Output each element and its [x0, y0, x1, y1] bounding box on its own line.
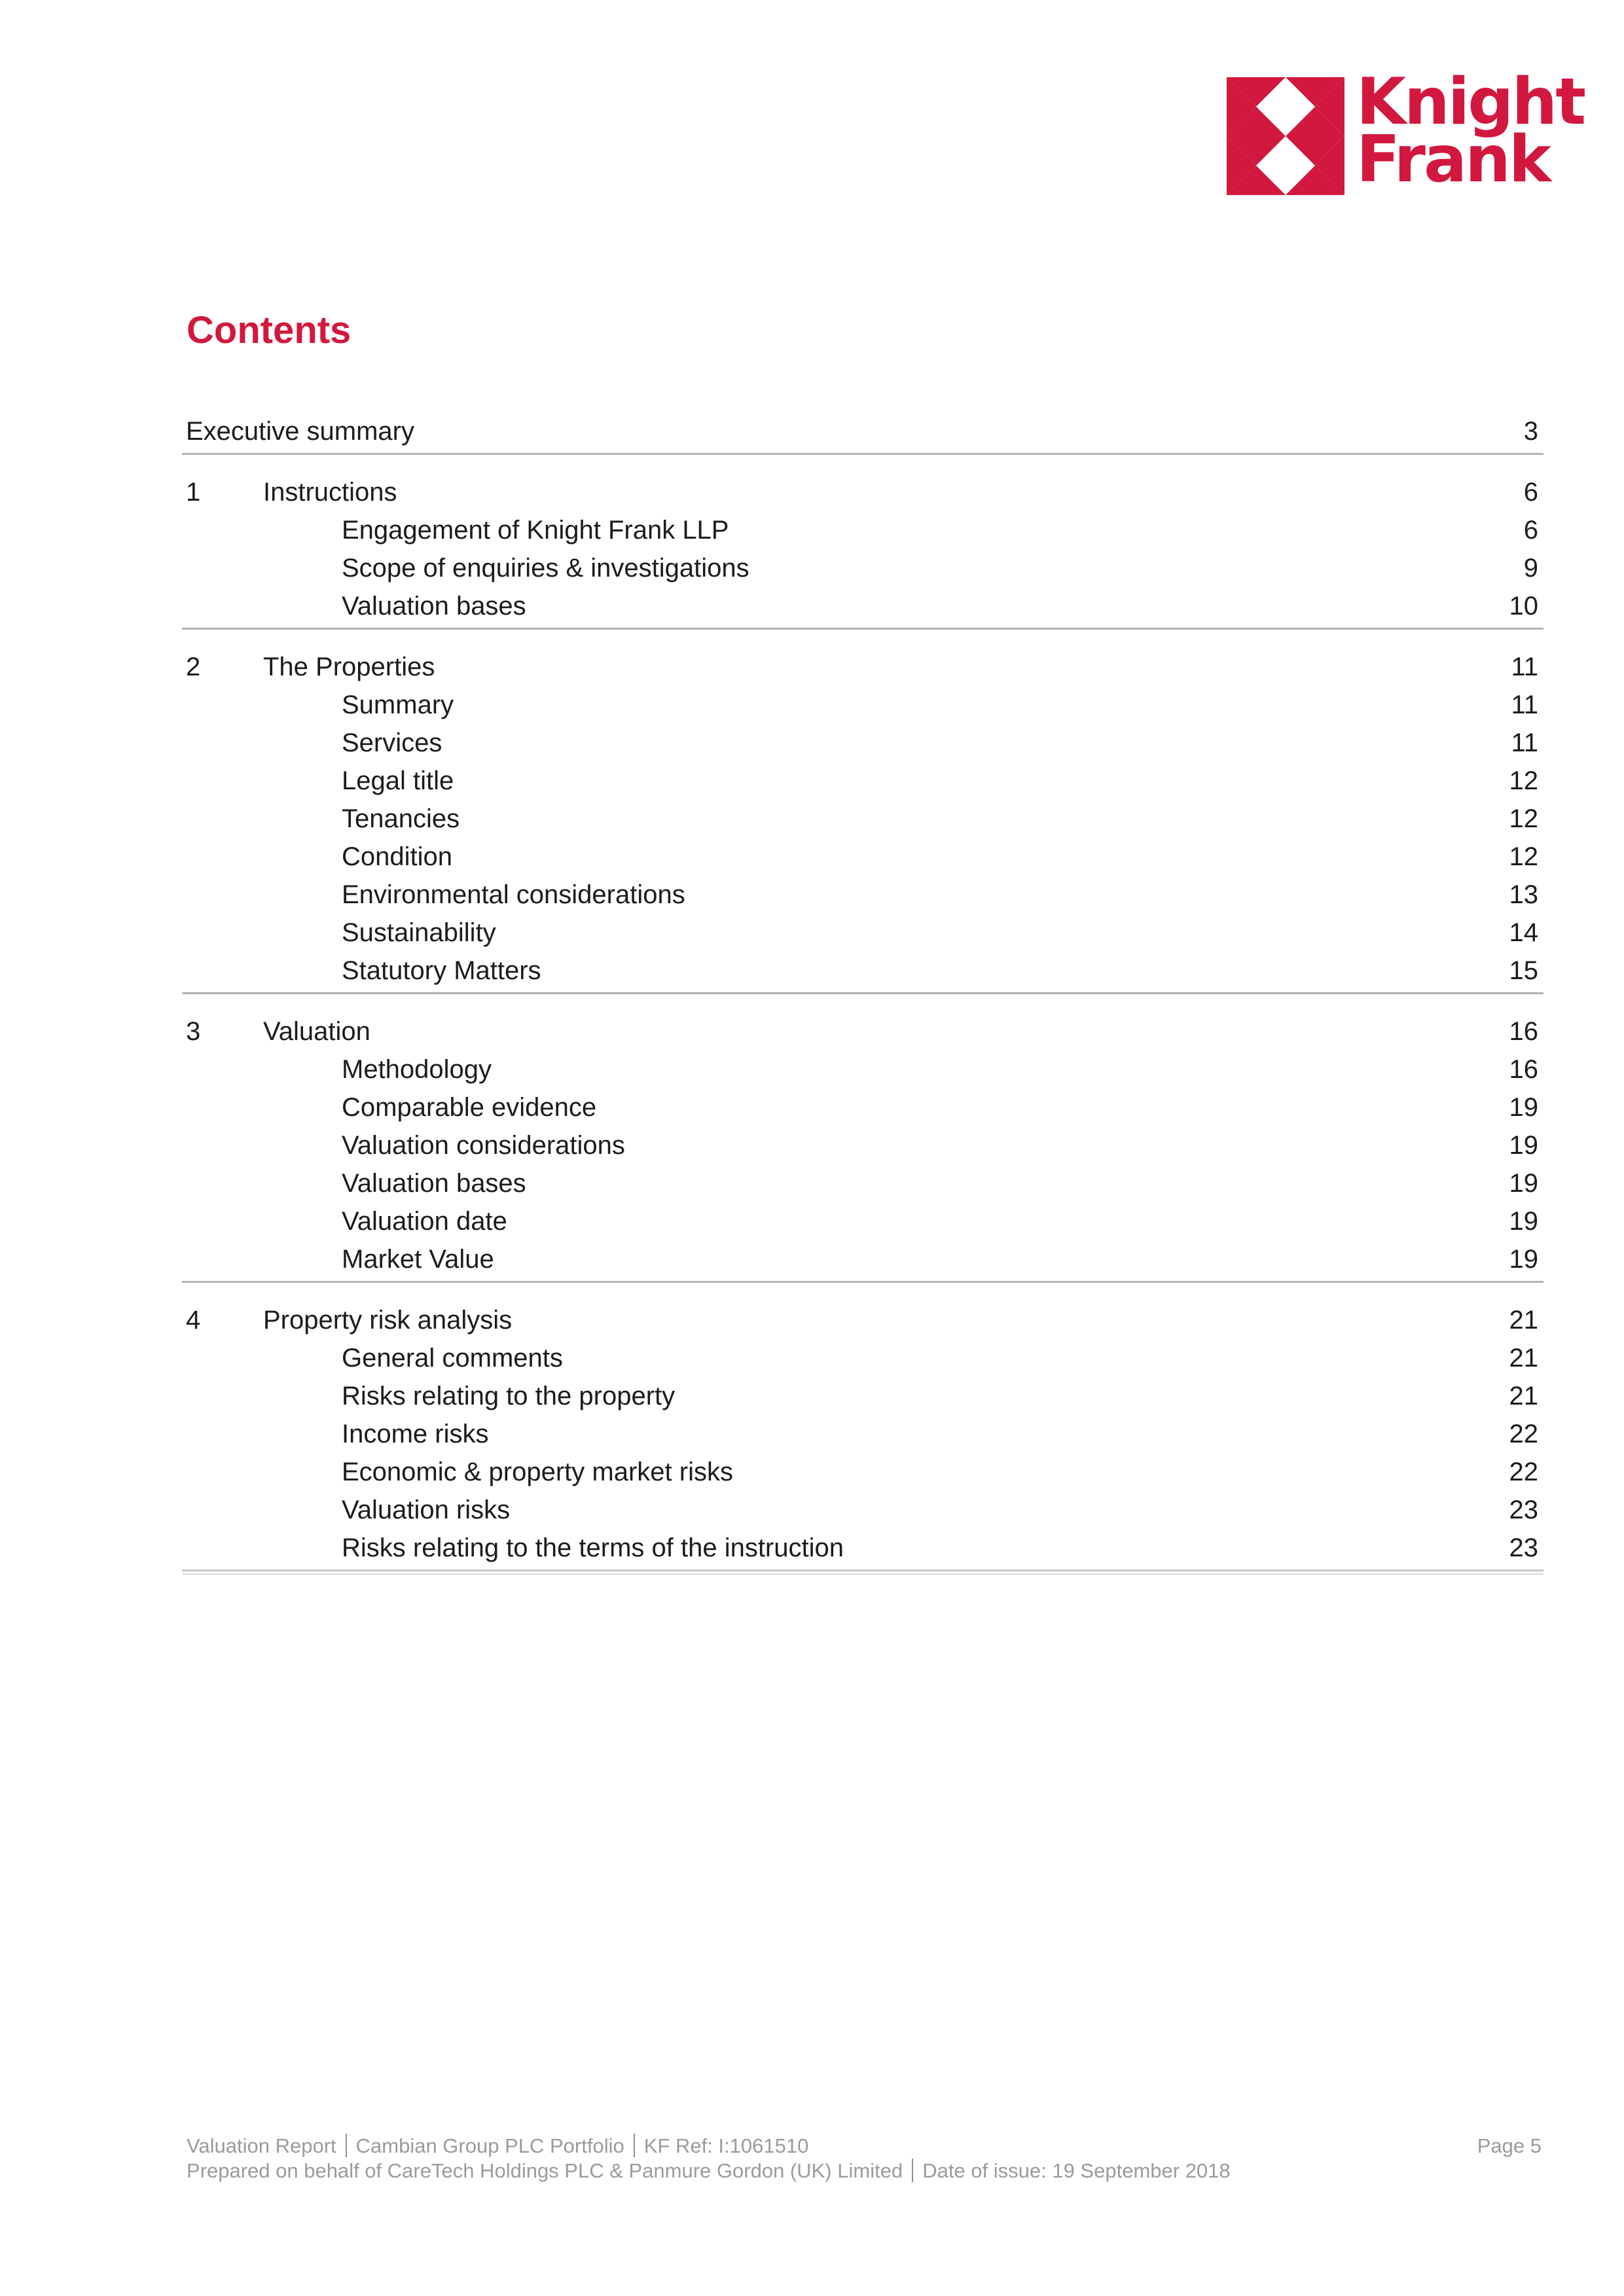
toc-label: Market Value: [342, 1245, 494, 1274]
toc-page-number: 16: [1509, 1017, 1538, 1046]
toc-label: Services: [342, 728, 442, 757]
toc-subentry[interactable]: [182, 587, 1543, 625]
toc-page-number: 12: [1509, 804, 1538, 833]
toc-subentry[interactable]: [182, 1415, 1543, 1453]
toc-subentry[interactable]: [182, 838, 1543, 876]
footer-report-type: Valuation Report: [187, 2134, 336, 2157]
toc-label: Tenancies: [342, 804, 460, 833]
toc-page-number: 21: [1509, 1306, 1538, 1335]
toc-page-number: 22: [1509, 1420, 1538, 1448]
toc-label: Valuation bases: [342, 1169, 526, 1198]
toc-label: Environmental considerations: [342, 880, 685, 909]
toc-label: Economic & property market risks: [342, 1458, 733, 1486]
toc-label: Statutory Matters: [342, 956, 541, 985]
footer-page-number: Page 5: [1477, 2134, 1542, 2157]
toc-page-number: 19: [1509, 1131, 1538, 1160]
toc-section-number: 3: [186, 1017, 201, 1046]
toc-page-number: 21: [1509, 1382, 1538, 1410]
footer-line-1: [187, 2134, 1542, 2159]
toc-section-number: 2: [186, 653, 201, 681]
toc-subentry[interactable]: [182, 549, 1543, 587]
toc-label: Valuation date: [342, 1207, 507, 1236]
toc-section-entry[interactable]: [182, 1301, 1543, 1339]
toc-section-entry[interactable]: [182, 473, 1543, 511]
footer-separator: [634, 2134, 635, 2157]
page-title: Contents: [187, 309, 352, 351]
toc-page-number: 22: [1509, 1458, 1538, 1486]
toc-subentry[interactable]: [182, 1164, 1543, 1202]
knight-frank-logo: [1227, 65, 1585, 202]
toc-subentry[interactable]: [182, 1491, 1543, 1529]
toc-label: Sustainability: [342, 918, 496, 947]
toc-subentry[interactable]: [182, 724, 1543, 762]
toc-label: General comments: [342, 1344, 563, 1372]
toc-subentry[interactable]: [182, 511, 1543, 549]
toc-subentry[interactable]: [182, 876, 1543, 914]
footer-kf-ref: KF Ref: I:1061510: [643, 2134, 809, 2157]
toc-page-number: 15: [1509, 956, 1538, 985]
toc-page-number: 19: [1509, 1245, 1538, 1274]
toc-page-number: 9: [1523, 554, 1538, 583]
logo-wordmark-line2: Frank: [1356, 122, 1550, 197]
toc-page-number: 10: [1509, 592, 1538, 620]
toc-divider: [182, 1570, 1543, 1575]
toc-section-number: 4: [186, 1306, 201, 1335]
toc-page-number: 23: [1509, 1534, 1538, 1562]
toc-page-number: 19: [1509, 1169, 1538, 1198]
toc-subentry[interactable]: [182, 1339, 1543, 1377]
toc-entry[interactable]: [182, 412, 1543, 450]
toc-subentry[interactable]: [182, 1126, 1543, 1164]
toc-page-number: 11: [1511, 728, 1538, 757]
toc-label: Comparable evidence: [342, 1093, 597, 1122]
toc-label: Valuation: [263, 1017, 370, 1046]
toc-subentry[interactable]: [182, 1240, 1543, 1278]
toc-section-entry[interactable]: [182, 1013, 1543, 1050]
toc-label: Scope of enquiries & investigations: [342, 554, 749, 583]
toc-page-number: 11: [1511, 653, 1538, 681]
toc-subentry[interactable]: [182, 800, 1543, 838]
toc-page-number: 23: [1509, 1496, 1538, 1524]
toc-subentry[interactable]: [182, 1050, 1543, 1088]
toc-subentry[interactable]: [182, 1529, 1543, 1567]
toc-subentry[interactable]: [182, 914, 1543, 952]
toc-label: Executive summary: [186, 417, 414, 446]
footer-separator: [346, 2134, 347, 2157]
toc-label: Legal title: [342, 766, 454, 795]
toc-subentry[interactable]: [182, 952, 1543, 990]
toc-page-number: 12: [1509, 842, 1538, 871]
footer-separator: [912, 2159, 913, 2182]
toc-page-number: 6: [1523, 478, 1538, 507]
toc-page-number: 6: [1523, 516, 1538, 545]
toc-section-number: 1: [186, 478, 201, 507]
toc-label: Valuation considerations: [342, 1131, 625, 1160]
toc-page-number: 13: [1509, 880, 1538, 909]
toc-subentry[interactable]: [182, 762, 1543, 800]
toc-page-number: 3: [1523, 417, 1538, 446]
footer-line-2: [187, 2159, 1542, 2183]
knight-frank-logo-mark-icon: [1227, 77, 1344, 195]
toc-page-number: 14: [1509, 918, 1538, 947]
toc-page-number: 21: [1509, 1344, 1538, 1372]
footer-issue-date: Date of issue: 19 September 2018: [922, 2159, 1231, 2182]
toc-label: Condition: [342, 842, 453, 871]
toc-label: Risks relating to the terms of the instruction: [342, 1534, 844, 1562]
toc-subentry[interactable]: [182, 1453, 1543, 1491]
toc-label: Engagement of Knight Frank LLP: [342, 516, 729, 545]
toc-label: Instructions: [263, 478, 397, 507]
toc-label: Valuation risks: [342, 1496, 511, 1524]
toc-label: Methodology: [342, 1055, 492, 1084]
toc-page-number: 19: [1509, 1093, 1538, 1122]
table-of-contents: [182, 412, 1543, 1593]
toc-label: Summary: [342, 691, 454, 719]
toc-divider: [182, 992, 1543, 994]
toc-label: Property risk analysis: [263, 1306, 513, 1335]
toc-label: Valuation bases: [342, 592, 526, 620]
toc-subentry[interactable]: [182, 1377, 1543, 1415]
toc-subentry[interactable]: [182, 1088, 1543, 1126]
toc-label: The Properties: [263, 653, 435, 681]
footer-prepared-for: Prepared on behalf of CareTech Holdings PLC & Panmure Gordon (UK) Limited: [187, 2159, 903, 2182]
toc-page-number: 11: [1511, 691, 1538, 719]
toc-page-number: 16: [1509, 1055, 1538, 1084]
logo-wordmark: [1356, 65, 1585, 197]
toc-subentry[interactable]: [182, 686, 1543, 724]
toc-divider: [182, 1281, 1543, 1283]
toc-page-number: 12: [1509, 766, 1538, 795]
toc-page-number: 19: [1509, 1207, 1538, 1236]
toc-section-entry[interactable]: [182, 648, 1543, 686]
toc-label: Risks relating to the property: [342, 1382, 676, 1410]
toc-label: Income risks: [342, 1420, 489, 1448]
toc-subentry[interactable]: [182, 1202, 1543, 1240]
page-footer: [187, 2134, 1542, 2183]
toc-divider: [182, 453, 1543, 455]
toc-divider: [182, 628, 1543, 630]
footer-portfolio: Cambian Group PLC Portfolio: [355, 2134, 624, 2157]
logo-wordmark-line1: Knight: [1356, 65, 1585, 139]
